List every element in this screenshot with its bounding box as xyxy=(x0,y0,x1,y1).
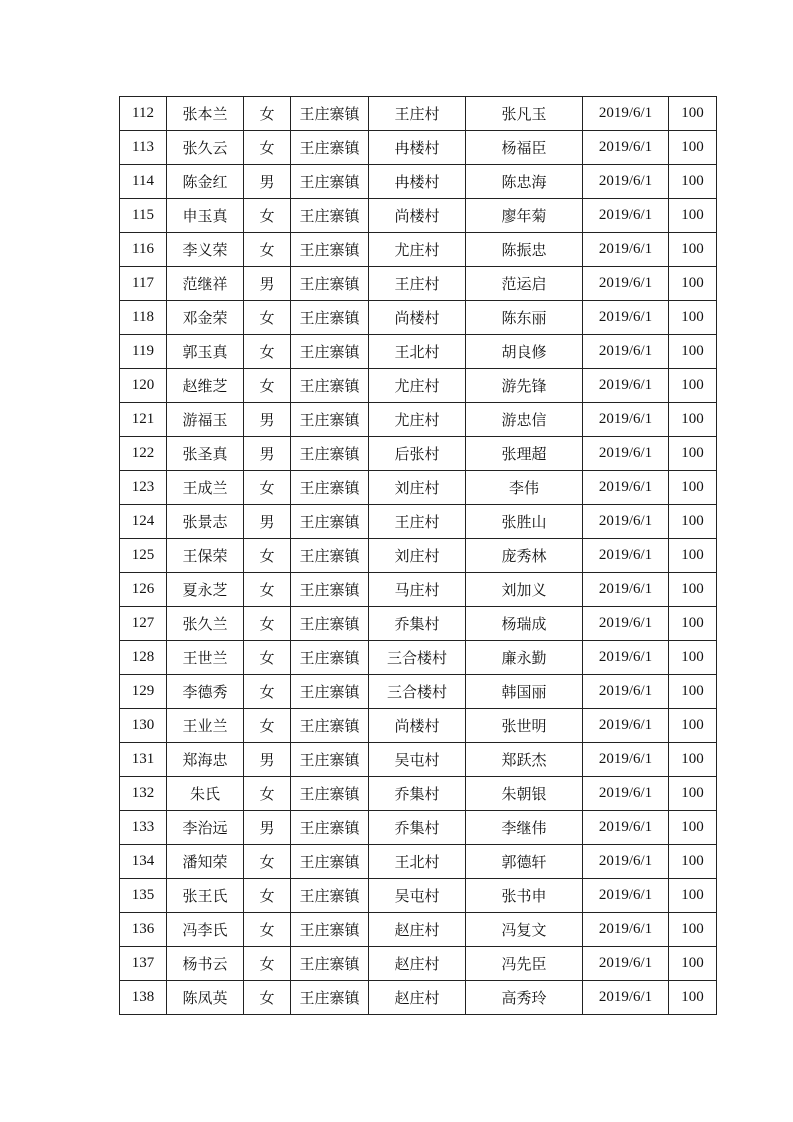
name-cell: 陈金红 xyxy=(167,165,244,199)
town-cell: 王庄寨镇 xyxy=(291,743,369,777)
village-cell: 刘庄村 xyxy=(369,471,466,505)
date-cell: 2019/6/1 xyxy=(583,505,669,539)
contact-name-cell: 范运启 xyxy=(466,267,583,301)
contact-name-cell: 张凡玉 xyxy=(466,97,583,131)
amount-cell: 100 xyxy=(669,233,717,267)
date-cell: 2019/6/1 xyxy=(583,471,669,505)
name-cell: 郑海忠 xyxy=(167,743,244,777)
village-cell: 王庄村 xyxy=(369,505,466,539)
gender-cell: 男 xyxy=(244,811,291,845)
row-number-cell: 114 xyxy=(120,165,167,199)
amount-cell: 100 xyxy=(669,369,717,403)
date-cell: 2019/6/1 xyxy=(583,879,669,913)
village-cell: 尤庄村 xyxy=(369,403,466,437)
row-number-cell: 117 xyxy=(120,267,167,301)
table-row xyxy=(120,505,717,539)
contact-name-cell: 朱朝银 xyxy=(466,777,583,811)
row-number-cell: 119 xyxy=(120,335,167,369)
table-row xyxy=(120,267,717,301)
town-cell: 王庄寨镇 xyxy=(291,709,369,743)
village-cell: 吴屯村 xyxy=(369,743,466,777)
gender-cell: 女 xyxy=(244,879,291,913)
name-cell: 杨书云 xyxy=(167,947,244,981)
date-cell: 2019/6/1 xyxy=(583,131,669,165)
date-cell: 2019/6/1 xyxy=(583,913,669,947)
row-number-cell: 123 xyxy=(120,471,167,505)
row-number-cell: 115 xyxy=(120,199,167,233)
contact-name-cell: 陈东丽 xyxy=(466,301,583,335)
gender-cell: 女 xyxy=(244,913,291,947)
town-cell: 王庄寨镇 xyxy=(291,879,369,913)
table-row xyxy=(120,947,717,981)
gender-cell: 女 xyxy=(244,947,291,981)
amount-cell: 100 xyxy=(669,97,717,131)
name-cell: 张王氏 xyxy=(167,879,244,913)
contact-name-cell: 游先锋 xyxy=(466,369,583,403)
name-cell: 李德秀 xyxy=(167,675,244,709)
amount-cell: 100 xyxy=(669,165,717,199)
town-cell: 王庄寨镇 xyxy=(291,981,369,1015)
contact-name-cell: 廉永勤 xyxy=(466,641,583,675)
date-cell: 2019/6/1 xyxy=(583,845,669,879)
name-cell: 李义荣 xyxy=(167,233,244,267)
contact-name-cell: 李伟 xyxy=(466,471,583,505)
table-row xyxy=(120,403,717,437)
name-cell: 王世兰 xyxy=(167,641,244,675)
date-cell: 2019/6/1 xyxy=(583,165,669,199)
village-cell: 冉楼村 xyxy=(369,131,466,165)
date-cell: 2019/6/1 xyxy=(583,267,669,301)
table-row xyxy=(120,199,717,233)
table-row xyxy=(120,675,717,709)
gender-cell: 女 xyxy=(244,777,291,811)
amount-cell: 100 xyxy=(669,947,717,981)
amount-cell: 100 xyxy=(669,777,717,811)
table-row xyxy=(120,811,717,845)
name-cell: 李治远 xyxy=(167,811,244,845)
gender-cell: 女 xyxy=(244,607,291,641)
table-row xyxy=(120,845,717,879)
table-row xyxy=(120,165,717,199)
contact-name-cell: 李继伟 xyxy=(466,811,583,845)
gender-cell: 女 xyxy=(244,709,291,743)
table-row xyxy=(120,641,717,675)
village-cell: 尤庄村 xyxy=(369,233,466,267)
town-cell: 王庄寨镇 xyxy=(291,641,369,675)
date-cell: 2019/6/1 xyxy=(583,573,669,607)
table-row xyxy=(120,335,717,369)
contact-name-cell: 廖年菊 xyxy=(466,199,583,233)
amount-cell: 100 xyxy=(669,709,717,743)
town-cell: 王庄寨镇 xyxy=(291,539,369,573)
amount-cell: 100 xyxy=(669,879,717,913)
village-cell: 赵庄村 xyxy=(369,913,466,947)
amount-cell: 100 xyxy=(669,981,717,1015)
table-row xyxy=(120,913,717,947)
gender-cell: 女 xyxy=(244,301,291,335)
contact-name-cell: 冯先臣 xyxy=(466,947,583,981)
amount-cell: 100 xyxy=(669,505,717,539)
village-cell: 王北村 xyxy=(369,335,466,369)
gender-cell: 男 xyxy=(244,505,291,539)
village-cell: 吴屯村 xyxy=(369,879,466,913)
name-cell: 冯李氏 xyxy=(167,913,244,947)
village-cell: 尚楼村 xyxy=(369,709,466,743)
row-number-cell: 130 xyxy=(120,709,167,743)
amount-cell: 100 xyxy=(669,199,717,233)
gender-cell: 女 xyxy=(244,335,291,369)
date-cell: 2019/6/1 xyxy=(583,335,669,369)
contact-name-cell: 杨福臣 xyxy=(466,131,583,165)
row-number-cell: 120 xyxy=(120,369,167,403)
contact-name-cell: 陈振忠 xyxy=(466,233,583,267)
amount-cell: 100 xyxy=(669,811,717,845)
name-cell: 张久云 xyxy=(167,131,244,165)
village-cell: 赵庄村 xyxy=(369,981,466,1015)
amount-cell: 100 xyxy=(669,607,717,641)
table-row xyxy=(120,573,717,607)
amount-cell: 100 xyxy=(669,675,717,709)
gender-cell: 女 xyxy=(244,981,291,1015)
row-number-cell: 122 xyxy=(120,437,167,471)
town-cell: 王庄寨镇 xyxy=(291,199,369,233)
row-number-cell: 112 xyxy=(120,97,167,131)
town-cell: 王庄寨镇 xyxy=(291,301,369,335)
gender-cell: 男 xyxy=(244,267,291,301)
contact-name-cell: 胡良修 xyxy=(466,335,583,369)
amount-cell: 100 xyxy=(669,131,717,165)
name-cell: 张圣真 xyxy=(167,437,244,471)
row-number-cell: 136 xyxy=(120,913,167,947)
name-cell: 王业兰 xyxy=(167,709,244,743)
town-cell: 王庄寨镇 xyxy=(291,335,369,369)
town-cell: 王庄寨镇 xyxy=(291,947,369,981)
name-cell: 邓金荣 xyxy=(167,301,244,335)
name-cell: 王成兰 xyxy=(167,471,244,505)
town-cell: 王庄寨镇 xyxy=(291,97,369,131)
gender-cell: 女 xyxy=(244,845,291,879)
row-number-cell: 132 xyxy=(120,777,167,811)
town-cell: 王庄寨镇 xyxy=(291,267,369,301)
name-cell: 张景志 xyxy=(167,505,244,539)
gender-cell: 女 xyxy=(244,97,291,131)
contact-name-cell: 杨瑞成 xyxy=(466,607,583,641)
town-cell: 王庄寨镇 xyxy=(291,437,369,471)
name-cell: 夏永芝 xyxy=(167,573,244,607)
row-number-cell: 124 xyxy=(120,505,167,539)
amount-cell: 100 xyxy=(669,913,717,947)
table-row xyxy=(120,437,717,471)
village-cell: 赵庄村 xyxy=(369,947,466,981)
amount-cell: 100 xyxy=(669,403,717,437)
date-cell: 2019/6/1 xyxy=(583,233,669,267)
date-cell: 2019/6/1 xyxy=(583,437,669,471)
town-cell: 王庄寨镇 xyxy=(291,913,369,947)
amount-cell: 100 xyxy=(669,573,717,607)
town-cell: 王庄寨镇 xyxy=(291,845,369,879)
contact-name-cell: 张理超 xyxy=(466,437,583,471)
name-cell: 郭玉真 xyxy=(167,335,244,369)
village-cell: 乔集村 xyxy=(369,777,466,811)
gender-cell: 男 xyxy=(244,743,291,777)
amount-cell: 100 xyxy=(669,641,717,675)
contact-name-cell: 郑跃杰 xyxy=(466,743,583,777)
row-number-cell: 133 xyxy=(120,811,167,845)
contact-name-cell: 张胜山 xyxy=(466,505,583,539)
date-cell: 2019/6/1 xyxy=(583,641,669,675)
village-cell: 尤庄村 xyxy=(369,369,466,403)
village-cell: 后张村 xyxy=(369,437,466,471)
contact-name-cell: 刘加义 xyxy=(466,573,583,607)
table-row xyxy=(120,471,717,505)
name-cell: 游福玉 xyxy=(167,403,244,437)
date-cell: 2019/6/1 xyxy=(583,607,669,641)
village-cell: 王庄村 xyxy=(369,267,466,301)
town-cell: 王庄寨镇 xyxy=(291,505,369,539)
gender-cell: 女 xyxy=(244,369,291,403)
roster-body xyxy=(120,97,717,1015)
table-row xyxy=(120,777,717,811)
name-cell: 张本兰 xyxy=(167,97,244,131)
date-cell: 2019/6/1 xyxy=(583,403,669,437)
name-cell: 申玉真 xyxy=(167,199,244,233)
date-cell: 2019/6/1 xyxy=(583,97,669,131)
amount-cell: 100 xyxy=(669,301,717,335)
name-cell: 王保荣 xyxy=(167,539,244,573)
town-cell: 王庄寨镇 xyxy=(291,573,369,607)
table-row xyxy=(120,981,717,1015)
contact-name-cell: 冯复文 xyxy=(466,913,583,947)
row-number-cell: 131 xyxy=(120,743,167,777)
village-cell: 乔集村 xyxy=(369,607,466,641)
contact-name-cell: 高秀玲 xyxy=(466,981,583,1015)
gender-cell: 男 xyxy=(244,165,291,199)
contact-name-cell: 韩国丽 xyxy=(466,675,583,709)
amount-cell: 100 xyxy=(669,335,717,369)
table-row xyxy=(120,301,717,335)
row-number-cell: 125 xyxy=(120,539,167,573)
row-number-cell: 134 xyxy=(120,845,167,879)
date-cell: 2019/6/1 xyxy=(583,199,669,233)
table-row xyxy=(120,879,717,913)
date-cell: 2019/6/1 xyxy=(583,777,669,811)
name-cell: 朱氏 xyxy=(167,777,244,811)
date-cell: 2019/6/1 xyxy=(583,743,669,777)
amount-cell: 100 xyxy=(669,267,717,301)
date-cell: 2019/6/1 xyxy=(583,981,669,1015)
gender-cell: 女 xyxy=(244,233,291,267)
table-row xyxy=(120,607,717,641)
gender-cell: 男 xyxy=(244,403,291,437)
row-number-cell: 127 xyxy=(120,607,167,641)
gender-cell: 女 xyxy=(244,573,291,607)
gender-cell: 女 xyxy=(244,641,291,675)
amount-cell: 100 xyxy=(669,539,717,573)
town-cell: 王庄寨镇 xyxy=(291,369,369,403)
contact-name-cell: 郭德轩 xyxy=(466,845,583,879)
village-cell: 冉楼村 xyxy=(369,165,466,199)
amount-cell: 100 xyxy=(669,437,717,471)
table-row xyxy=(120,539,717,573)
village-cell: 乔集村 xyxy=(369,811,466,845)
roster-table xyxy=(119,96,717,1015)
village-cell: 尚楼村 xyxy=(369,199,466,233)
town-cell: 王庄寨镇 xyxy=(291,607,369,641)
gender-cell: 男 xyxy=(244,437,291,471)
gender-cell: 女 xyxy=(244,675,291,709)
row-number-cell: 126 xyxy=(120,573,167,607)
date-cell: 2019/6/1 xyxy=(583,539,669,573)
village-cell: 尚楼村 xyxy=(369,301,466,335)
town-cell: 王庄寨镇 xyxy=(291,233,369,267)
name-cell: 陈凤英 xyxy=(167,981,244,1015)
row-number-cell: 135 xyxy=(120,879,167,913)
village-cell: 王庄村 xyxy=(369,97,466,131)
contact-name-cell: 陈忠海 xyxy=(466,165,583,199)
table-row xyxy=(120,97,717,131)
name-cell: 赵维芝 xyxy=(167,369,244,403)
contact-name-cell: 游忠信 xyxy=(466,403,583,437)
date-cell: 2019/6/1 xyxy=(583,947,669,981)
gender-cell: 女 xyxy=(244,539,291,573)
amount-cell: 100 xyxy=(669,471,717,505)
town-cell: 王庄寨镇 xyxy=(291,675,369,709)
row-number-cell: 128 xyxy=(120,641,167,675)
contact-name-cell: 张世明 xyxy=(466,709,583,743)
village-cell: 马庄村 xyxy=(369,573,466,607)
row-number-cell: 118 xyxy=(120,301,167,335)
date-cell: 2019/6/1 xyxy=(583,811,669,845)
table-row xyxy=(120,369,717,403)
name-cell: 潘知荣 xyxy=(167,845,244,879)
row-number-cell: 138 xyxy=(120,981,167,1015)
row-number-cell: 121 xyxy=(120,403,167,437)
amount-cell: 100 xyxy=(669,845,717,879)
row-number-cell: 113 xyxy=(120,131,167,165)
table-row xyxy=(120,131,717,165)
name-cell: 张久兰 xyxy=(167,607,244,641)
amount-cell: 100 xyxy=(669,743,717,777)
gender-cell: 女 xyxy=(244,199,291,233)
village-cell: 三合楼村 xyxy=(369,675,466,709)
gender-cell: 女 xyxy=(244,471,291,505)
town-cell: 王庄寨镇 xyxy=(291,131,369,165)
contact-name-cell: 庞秀林 xyxy=(466,539,583,573)
town-cell: 王庄寨镇 xyxy=(291,471,369,505)
date-cell: 2019/6/1 xyxy=(583,369,669,403)
village-cell: 三合楼村 xyxy=(369,641,466,675)
village-cell: 刘庄村 xyxy=(369,539,466,573)
row-number-cell: 116 xyxy=(120,233,167,267)
contact-name-cell: 张书申 xyxy=(466,879,583,913)
date-cell: 2019/6/1 xyxy=(583,709,669,743)
table-row xyxy=(120,233,717,267)
row-number-cell: 137 xyxy=(120,947,167,981)
table-row xyxy=(120,709,717,743)
table-row xyxy=(120,743,717,777)
gender-cell: 女 xyxy=(244,131,291,165)
town-cell: 王庄寨镇 xyxy=(291,811,369,845)
date-cell: 2019/6/1 xyxy=(583,675,669,709)
row-number-cell: 129 xyxy=(120,675,167,709)
town-cell: 王庄寨镇 xyxy=(291,777,369,811)
name-cell: 范继祥 xyxy=(167,267,244,301)
town-cell: 王庄寨镇 xyxy=(291,165,369,199)
village-cell: 王北村 xyxy=(369,845,466,879)
date-cell: 2019/6/1 xyxy=(583,301,669,335)
town-cell: 王庄寨镇 xyxy=(291,403,369,437)
